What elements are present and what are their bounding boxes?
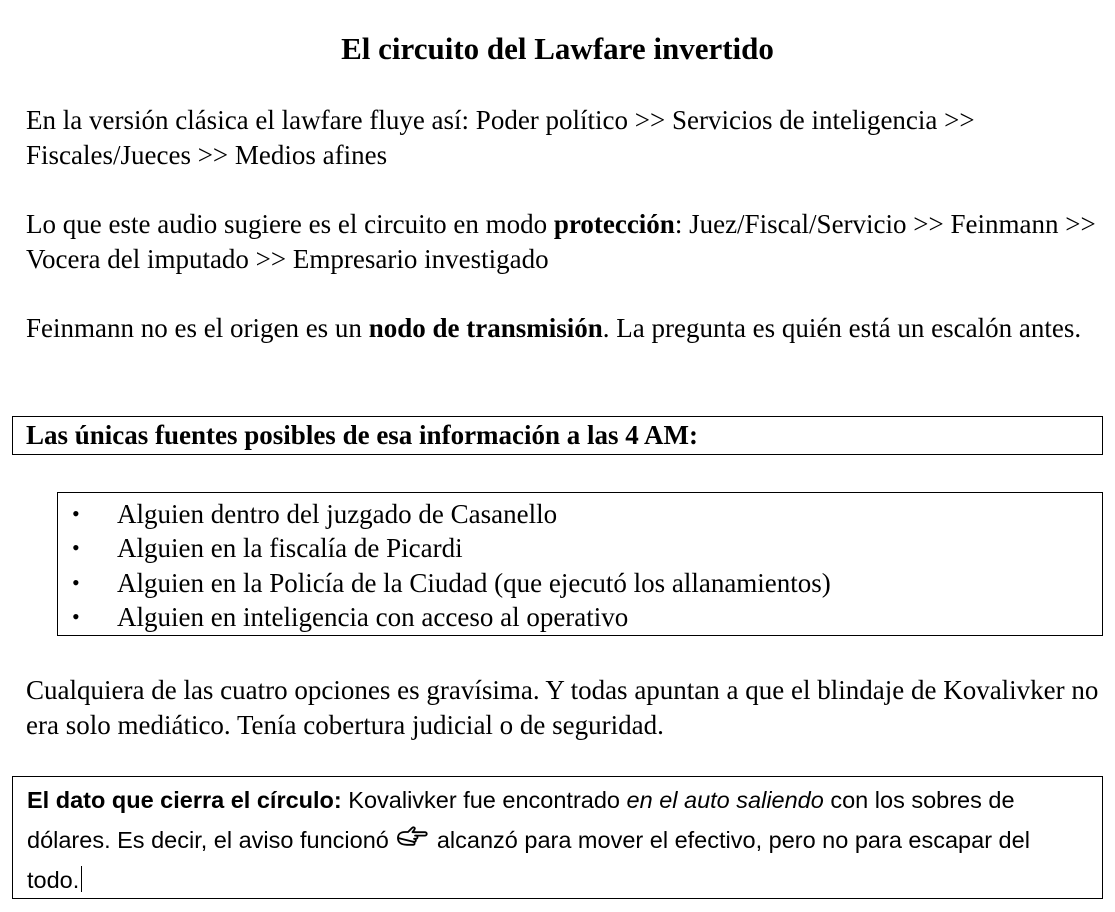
conclusion-text-part: Kovalivker fue encontrado — [341, 787, 627, 813]
list-item-text: Alguien en la Policía de la Ciudad (que ejecutó los allanamientos) — [117, 567, 831, 598]
paragraph-classic-lawfare: En la versión clásica el lawfare fluye así: Poder político >> Servicios de inteligencia >> Fiscales/Jueces >> Medios afines — [26, 105, 975, 170]
list-item — [58, 600, 831, 634]
paragraph-text: : Juez/Fiscal/Servicio >> Feinmann >> Vocera del imputado >> Empresario investigado — [26, 209, 1096, 274]
conclusion-text-part: alcanzó para mover el efectivo, pero no para escapar del todo. — [27, 827, 1030, 893]
paragraph-transmission-node — [26, 311, 1101, 346]
list-item-text: Alguien dentro del juzgado de Casanello — [117, 499, 558, 529]
conclusion-text-part: con los sobres de dólares. Es decir, el aviso funcionó — [27, 787, 1015, 853]
pointing-hand-icon — [395, 824, 429, 854]
paragraph-text: Feinmann no es el origen es un — [26, 313, 369, 343]
conclusion-label: El dato que cierra el círculo: — [27, 787, 342, 813]
sources-list-box — [57, 492, 1103, 636]
conclusion-italic: en el auto saliendo — [626, 787, 824, 813]
bold-term: protección — [553, 209, 675, 239]
bullet: • — [72, 535, 80, 561]
text-cursor — [81, 866, 82, 892]
sources-heading: Las únicas fuentes posibles de esa información a las 4 AM: — [26, 420, 699, 450]
bullet: • — [72, 603, 80, 629]
list-item — [58, 531, 831, 565]
sources-heading-box — [12, 416, 1103, 455]
list-item — [58, 497, 831, 531]
conclusion-box — [12, 776, 1103, 899]
list-item-text: Alguien en inteligencia con acceso al operativo — [117, 601, 629, 632]
sources-list — [58, 497, 831, 634]
list-item-text: Alguien en la fiscalía de Picardi — [117, 533, 463, 564]
bullet: • — [72, 569, 80, 595]
list-item — [58, 566, 831, 600]
conclusion-text — [27, 780, 1087, 900]
bullet: • — [72, 501, 80, 526]
document-title: El circuito del Lawfare invertido — [341, 31, 774, 66]
paragraph-text: . La pregunta es quién está un escalón antes. — [602, 313, 1082, 343]
paragraph-text: Lo que este audio sugiere es el circuito en modo — [26, 209, 554, 239]
paragraph-protection-mode — [26, 207, 1101, 277]
paragraph-severity: Cualquiera de las cuatro opciones es gravísima. Y todas apuntan a que el blindaje de Kovalivker no era solo mediático. Tenía cobertura judicial o de seguridad. — [26, 675, 1099, 740]
bold-term: nodo de transmisión — [368, 313, 603, 343]
